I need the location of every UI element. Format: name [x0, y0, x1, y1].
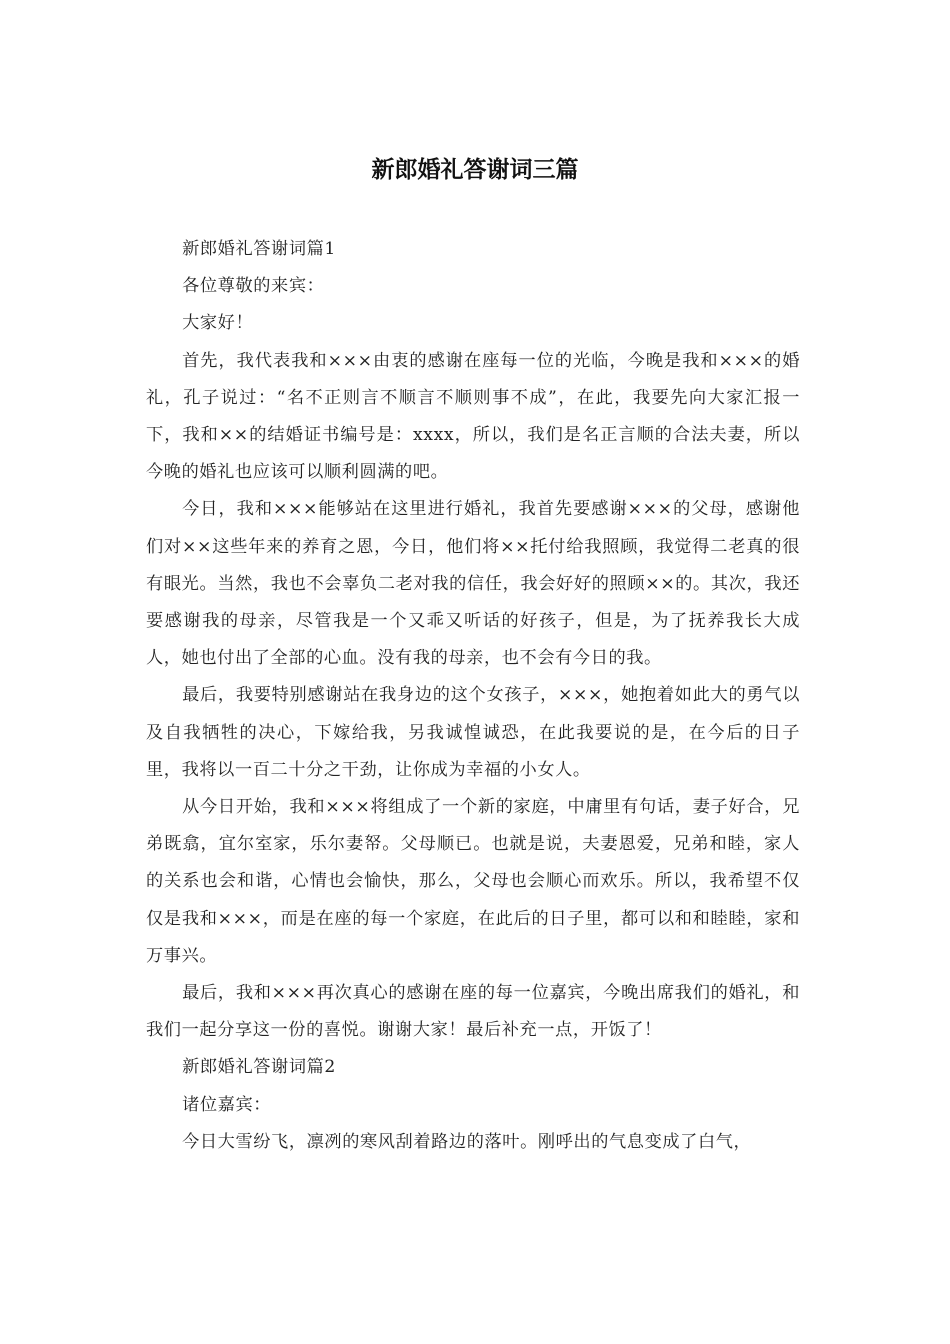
greeting: 大家好！ [182, 313, 254, 334]
salutation-2: 诸位嘉宾： [182, 1094, 272, 1115]
paragraph: 最后，我和×××再次真心的感谢在座的每一位嘉宾，今晚出席我们的婚礼，和我们一起分享这一份的喜悦。谢谢大家！最后补充一点，开饭了！ [146, 983, 800, 1041]
section-heading-2: 新郎婚礼答谢词篇2 [182, 1057, 336, 1078]
salutation-1: 各位尊敬的来宾： [182, 276, 325, 297]
paragraph: 今日大雪纷飞，凛冽的寒风刮着路边的落叶。刚呼出的气息变成了白气， [182, 1131, 752, 1152]
paragraph: 最后，我要特别感谢站在我身边的这个女孩子，×××，她抱着如此大的勇气以及自我牺牲的决心，下嫁给我，另我诚惶诚恐，在此我要说的是，在今后的日子里，我将以一百二十分之干劲，让你成为幸福的小女人。 [146, 685, 800, 780]
paragraph: 从今日开始，我和×××将组成了一个新的家庭，中庸里有句话，妻子好合，兄弟既翕，宜尔室家，乐尔妻帑。父母顺已。也就是说，夫妻恩爱，兄弟和睦，家人的关系也会和谐，心情也会愉快，那么，父母也会顺心而欢乐。所以，我希望不仅仅是我和×××，而是在座的每一个家庭，在此后的日子里，都可以和和睦睦，家和万事兴。 [146, 797, 800, 966]
section-heading-1: 新郎婚礼答谢词篇1 [182, 239, 336, 259]
document-body [146, 231, 800, 1161]
paragraph: 首先，我代表我和×××由衷的感谢在座每一位的光临，今晚是我和×××的婚礼，孔子说过：“名不正则言不顺言不顺则事不成”，在此，我要先向大家汇报一下，我和××的结婚证书编号是：xxxx，所以，我们是名正言顺的合法夫妻，所以今晚的婚礼也应该可以顺利圆满的吧。 [146, 350, 800, 483]
paragraph: 今日，我和×××能够站在这里进行婚礼，我首先要感谢×××的父母，感谢他们对××这些年来的养育之恩，今日，他们将××托付给我照顾，我觉得二老真的很有眼光。当然，我也不会辜负二老对我的信任，我会好好的照顾××的。其次，我还要感谢我的母亲，尽管我是一个又乖又听话的好孩子，但是，为了抚养我长大成人，她也付出了全部的心血。没有我的母亲，也不会有今日的我。 [146, 499, 800, 669]
document-title: 新郎婚礼答谢词三篇 [371, 157, 579, 183]
